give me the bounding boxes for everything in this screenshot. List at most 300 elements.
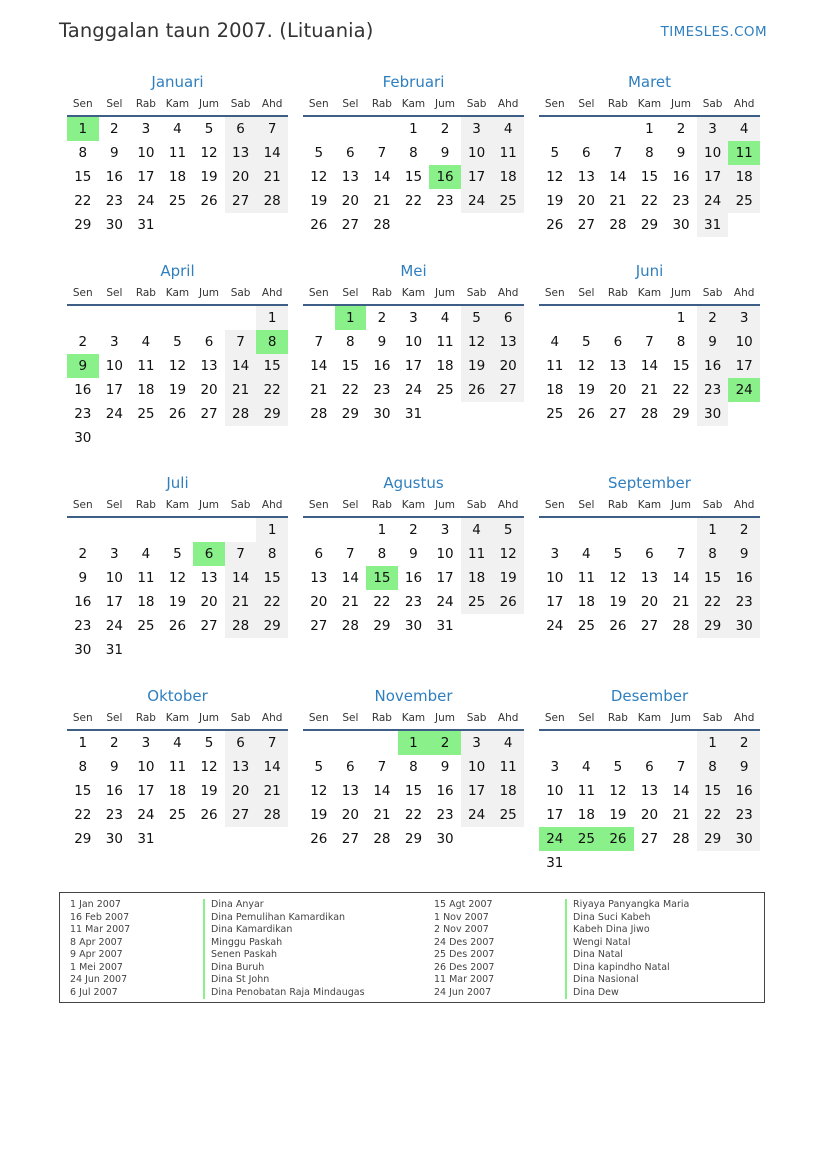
week-row — [303, 306, 524, 330]
empty-cell — [539, 117, 571, 141]
empty-cell — [162, 518, 194, 542]
weekday-label: Sen — [308, 287, 329, 299]
day-cell: 16 — [697, 354, 729, 378]
week-row — [539, 755, 760, 779]
day-cell: 20 — [341, 807, 359, 823]
weekday-label: Kam — [165, 287, 190, 299]
day-cell: 11 — [168, 145, 187, 161]
day-cell: 12 — [609, 570, 627, 586]
weekday-label: Sen — [308, 712, 329, 724]
month-maret — [539, 71, 760, 237]
day-cell: 7 — [676, 759, 686, 775]
day-cell: 27 — [225, 189, 257, 213]
day-cell: 10 — [436, 546, 454, 562]
day-cell: 16 — [728, 779, 760, 803]
empty-cell — [99, 518, 131, 542]
month-agustus — [303, 472, 524, 638]
day-cell: 28 — [373, 831, 391, 847]
day-cell: 1 — [377, 522, 387, 538]
day-cell: 22 — [697, 803, 729, 827]
month-name: Desember — [610, 687, 689, 705]
day-cell: 4 — [582, 546, 591, 562]
week-row — [303, 378, 524, 402]
weekday-label: Ahd — [733, 712, 755, 724]
week-row — [303, 213, 524, 237]
month-name: November — [374, 687, 453, 705]
day-cell: 20 — [200, 594, 218, 610]
empty-cell — [67, 306, 99, 330]
day-cell: 13 — [225, 141, 257, 165]
week-row — [303, 141, 524, 165]
day-cell: 21 — [672, 594, 690, 610]
legend-holiday-name: Dina Nasional — [565, 974, 689, 987]
month-name: Maret — [627, 73, 672, 91]
legend-holiday-name: Riyaya Panyangka Maria — [565, 899, 689, 912]
empty-cell — [539, 518, 571, 542]
week-row — [539, 731, 760, 755]
empty-cell — [193, 426, 225, 450]
day-cell: 10 — [546, 783, 564, 799]
day-cell: 8 — [346, 334, 355, 350]
weekday-label: Jum — [435, 98, 456, 110]
day-cell: 14 — [225, 354, 257, 378]
day-cell: 29 — [640, 217, 659, 233]
day-cell: 4 — [492, 117, 524, 141]
day-cell: 18 — [728, 165, 760, 189]
day-cell: 3 — [697, 117, 729, 141]
day-cell: 5 — [582, 334, 591, 350]
week-row — [539, 803, 760, 827]
day-cell: 14 — [256, 141, 288, 165]
weekday-label: Sel — [106, 287, 123, 299]
day-cell: 12 — [310, 169, 328, 185]
day-cell: 12 — [168, 570, 187, 586]
day-cell: 5 — [492, 518, 524, 542]
week-row — [303, 803, 524, 827]
empty-cell — [602, 117, 634, 141]
day-cell: 3 — [550, 759, 560, 775]
empty-cell — [665, 518, 697, 542]
day-cell: 9 — [110, 759, 119, 775]
legend-dates-right — [434, 899, 494, 999]
day-cell: 19 — [609, 594, 627, 610]
weekday-label: Jum — [435, 287, 456, 299]
weekday-label: Kam — [637, 499, 662, 511]
empty-cell — [602, 731, 634, 755]
weekday-label: Jum — [435, 499, 456, 511]
empty-cell — [99, 306, 131, 330]
week-row — [67, 755, 288, 779]
day-cell: 6 — [582, 145, 591, 161]
day-cell: 31 — [105, 642, 123, 658]
day-cell: 10 — [461, 755, 493, 779]
month-juli — [67, 472, 288, 662]
day-cell: 15 — [404, 169, 423, 185]
day-cell: 25 — [137, 618, 155, 634]
legend-holiday-name: Dina Penobatan Raja Mindaugas — [203, 987, 365, 1000]
day-cell: 30 — [728, 827, 760, 851]
empty-cell — [602, 851, 634, 875]
weekday-header — [539, 93, 760, 117]
day-cell: 9 — [110, 145, 119, 161]
week-row — [67, 402, 288, 426]
day-cell: 4 — [440, 310, 450, 326]
legend-date: 1 Mei 2007 — [70, 961, 123, 973]
day-cell: 14 — [640, 358, 659, 374]
empty-cell — [539, 731, 571, 755]
empty-cell — [193, 306, 225, 330]
day-cell: 29 — [256, 614, 288, 638]
day-cell: 16 — [672, 169, 690, 185]
weekday-label: Sab — [702, 499, 723, 511]
holiday-day-cell: 2 — [429, 731, 461, 755]
day-cell: 6 — [645, 759, 654, 775]
week-row — [67, 354, 288, 378]
week-row — [303, 330, 524, 354]
weekday-header — [303, 282, 524, 306]
day-cell: 6 — [645, 546, 654, 562]
week-row — [303, 117, 524, 141]
weekday-label: Kam — [637, 287, 662, 299]
empty-cell — [335, 518, 367, 542]
legend-date: 24 Des 2007 — [434, 936, 495, 948]
holiday-day-cell: 9 — [67, 354, 99, 378]
empty-cell — [225, 827, 257, 851]
weekday-header — [303, 707, 524, 731]
day-cell: 23 — [105, 807, 123, 823]
empty-cell — [492, 614, 524, 638]
day-cell: 12 — [609, 783, 627, 799]
legend-holiday-name: Kabeh Dina Jiwo — [565, 924, 689, 937]
day-cell: 16 — [436, 783, 454, 799]
day-cell: 27 — [200, 618, 218, 634]
day-cell: 5 — [314, 145, 324, 161]
day-cell: 17 — [105, 382, 123, 398]
empty-cell — [602, 306, 634, 330]
day-cell: 7 — [346, 546, 355, 562]
day-cell: 29 — [74, 831, 92, 847]
day-cell: 6 — [314, 546, 324, 562]
day-cell: 5 — [314, 759, 324, 775]
week-row — [67, 731, 288, 755]
day-cell: 28 — [341, 618, 359, 634]
day-cell: 16 — [74, 594, 92, 610]
day-cell: 18 — [168, 169, 187, 185]
empty-cell — [193, 213, 225, 237]
day-cell: 3 — [409, 310, 418, 326]
legend-dates-left — [70, 899, 130, 999]
day-cell: 6 — [225, 117, 257, 141]
weekday-label: Sen — [308, 98, 329, 110]
weekday-header — [303, 494, 524, 518]
day-cell: 16 — [404, 570, 423, 586]
day-cell: 15 — [256, 566, 288, 590]
weekday-label: Sen — [72, 499, 93, 511]
day-cell: 16 — [74, 382, 92, 398]
month-name: Mei — [400, 262, 427, 280]
day-cell: 13 — [577, 169, 595, 185]
empty-cell — [461, 402, 493, 426]
day-cell: 7 — [225, 542, 257, 566]
day-cell: 29 — [404, 831, 423, 847]
day-cell: 7 — [314, 334, 324, 350]
weekday-label: Ahd — [733, 287, 755, 299]
day-cell: 18 — [577, 594, 595, 610]
day-cell: 24 — [105, 406, 123, 422]
empty-cell — [461, 827, 493, 851]
day-cell: 12 — [200, 759, 218, 775]
day-cell: 20 — [640, 807, 659, 823]
weekday-label: Rab — [371, 712, 392, 724]
weekday-label: Sen — [72, 712, 93, 724]
weekday-label: Jum — [671, 287, 692, 299]
empty-cell — [193, 638, 225, 662]
day-cell: 5 — [173, 334, 182, 350]
empty-cell — [162, 638, 194, 662]
week-row — [303, 518, 524, 542]
empty-cell — [571, 306, 603, 330]
day-cell: 25 — [137, 406, 155, 422]
day-cell: 31 — [546, 855, 564, 871]
day-cell: 29 — [256, 402, 288, 426]
day-cell: 26 — [310, 831, 328, 847]
weekday-label: Ahd — [497, 287, 519, 299]
week-row — [539, 354, 760, 378]
day-cell: 30 — [404, 618, 423, 634]
holiday-day-cell: 16 — [429, 165, 461, 189]
empty-cell — [728, 851, 760, 875]
week-row — [539, 141, 760, 165]
day-cell: 11 — [168, 759, 187, 775]
day-cell: 1 — [645, 121, 654, 137]
legend-date: 11 Mar 2007 — [434, 974, 495, 985]
day-cell: 26 — [310, 217, 328, 233]
empty-cell — [492, 213, 524, 237]
day-cell: 9 — [728, 542, 760, 566]
day-cell: 1 — [256, 518, 288, 542]
day-cell: 4 — [141, 334, 151, 350]
week-row — [539, 378, 760, 402]
week-row — [67, 779, 288, 803]
weekday-label: Sel — [106, 499, 123, 511]
day-cell: 16 — [105, 169, 123, 185]
day-cell: 24 — [137, 193, 155, 209]
legend-holiday-name: Dina St John — [203, 974, 365, 987]
day-cell: 23 — [105, 193, 123, 209]
legend-holiday-name: Dina Natal — [565, 949, 689, 962]
day-cell: 22 — [341, 382, 359, 398]
day-cell: 12 — [492, 542, 524, 566]
weekday-label: Jum — [671, 499, 692, 511]
day-cell: 5 — [461, 306, 493, 330]
empty-cell — [429, 402, 461, 426]
day-cell: 13 — [310, 570, 328, 586]
week-row — [67, 542, 288, 566]
day-cell: 18 — [137, 594, 155, 610]
weekday-label: Kam — [165, 98, 190, 110]
empty-cell — [162, 827, 194, 851]
day-cell: 19 — [310, 193, 328, 209]
day-cell: 21 — [373, 193, 391, 209]
weekday-label: Sen — [308, 499, 329, 511]
day-cell: 10 — [105, 570, 123, 586]
day-cell: 2 — [110, 121, 119, 137]
day-cell: 19 — [168, 594, 187, 610]
day-cell: 29 — [373, 618, 391, 634]
week-row — [303, 354, 524, 378]
weekday-label: Kam — [165, 499, 190, 511]
empty-cell — [256, 213, 288, 237]
day-cell: 19 — [492, 566, 524, 590]
day-cell: 12 — [577, 358, 595, 374]
day-cell: 26 — [200, 193, 218, 209]
holiday-day-cell: 26 — [602, 827, 634, 851]
week-row — [67, 117, 288, 141]
day-cell: 26 — [200, 807, 218, 823]
day-cell: 22 — [74, 807, 92, 823]
weekday-label: Jum — [199, 499, 220, 511]
weekday-label: Rab — [135, 98, 156, 110]
empty-cell — [539, 306, 571, 330]
day-cell: 2 — [697, 306, 729, 330]
day-cell: 6 — [346, 145, 355, 161]
day-cell: 11 — [137, 358, 155, 374]
day-cell: 2 — [377, 310, 387, 326]
holiday-day-cell: 1 — [398, 731, 430, 755]
empty-cell — [461, 614, 493, 638]
day-cell: 8 — [256, 542, 288, 566]
weekday-label: Sen — [544, 712, 565, 724]
empty-cell — [130, 638, 162, 662]
day-cell: 20 — [577, 193, 595, 209]
week-row — [303, 402, 524, 426]
day-cell: 7 — [676, 546, 686, 562]
day-cell: 1 — [676, 310, 686, 326]
day-cell: 11 — [492, 755, 524, 779]
day-cell: 26 — [168, 406, 187, 422]
weekday-label: Sel — [106, 98, 123, 110]
empty-cell — [728, 213, 760, 237]
weekday-label: Kam — [401, 712, 426, 724]
week-row — [67, 426, 288, 450]
holiday-day-cell: 24 — [539, 827, 571, 851]
day-cell: 27 — [310, 618, 328, 634]
empty-cell — [67, 518, 99, 542]
day-cell: 6 — [346, 759, 355, 775]
empty-cell — [634, 306, 666, 330]
day-cell: 2 — [728, 731, 760, 755]
legend-date: 8 Apr 2007 — [70, 936, 123, 948]
weekday-label: Sab — [702, 712, 723, 724]
day-cell: 11 — [436, 334, 454, 350]
weekday-label: Kam — [401, 499, 426, 511]
weekday-label: Kam — [165, 712, 190, 724]
day-cell: 5 — [204, 735, 214, 751]
day-cell: 15 — [697, 779, 729, 803]
day-cell: 23 — [373, 382, 391, 398]
day-cell: 17 — [137, 169, 155, 185]
day-cell: 17 — [546, 594, 564, 610]
day-cell: 27 — [577, 217, 595, 233]
month-name: Juni — [635, 262, 664, 280]
day-cell: 4 — [492, 731, 524, 755]
day-cell: 3 — [141, 121, 151, 137]
weekday-label: Rab — [607, 712, 628, 724]
day-cell: 6 — [225, 731, 257, 755]
day-cell: 13 — [492, 330, 524, 354]
day-cell: 22 — [373, 594, 391, 610]
day-cell: 25 — [168, 807, 187, 823]
month-mei — [303, 260, 524, 426]
week-row — [67, 189, 288, 213]
day-cell: 22 — [404, 193, 423, 209]
weekday-label: Ahd — [497, 499, 519, 511]
week-row — [539, 117, 760, 141]
day-cell: 14 — [341, 570, 359, 586]
brand-logo-text[interactable]: TIMESLES.COM — [660, 24, 767, 40]
day-cell: 12 — [168, 358, 187, 374]
day-cell: 25 — [168, 193, 187, 209]
day-cell: 14 — [672, 570, 690, 586]
week-row — [67, 566, 288, 590]
day-cell: 15 — [74, 169, 92, 185]
day-cell: 14 — [672, 783, 690, 799]
weekday-label: Sen — [544, 98, 565, 110]
day-cell: 20 — [310, 594, 328, 610]
day-cell: 21 — [341, 594, 359, 610]
legend-date: 15 Agt 2007 — [434, 899, 493, 910]
legend-date: 1 Nov 2007 — [434, 911, 489, 923]
day-cell: 22 — [404, 807, 423, 823]
day-cell: 13 — [640, 783, 659, 799]
day-cell: 11 — [461, 542, 493, 566]
day-cell: 20 — [492, 354, 524, 378]
month-desember — [539, 685, 760, 875]
day-cell: 23 — [436, 193, 454, 209]
holiday-day-cell: 11 — [728, 141, 760, 165]
day-cell: 7 — [613, 145, 623, 161]
day-cell: 3 — [550, 546, 560, 562]
empty-cell — [571, 518, 603, 542]
weekday-label: Sen — [72, 98, 93, 110]
legend-date: 9 Apr 2007 — [70, 949, 123, 960]
day-cell: 18 — [492, 779, 524, 803]
day-cell: 13 — [200, 570, 218, 586]
month-name: Agustus — [383, 474, 444, 492]
weekday-header — [539, 707, 760, 731]
weekday-label: Sel — [578, 98, 595, 110]
day-cell: 5 — [613, 546, 623, 562]
legend-date: 25 Des 2007 — [434, 949, 495, 960]
day-cell: 31 — [137, 217, 155, 233]
day-cell: 25 — [492, 803, 524, 827]
day-cell: 22 — [672, 382, 690, 398]
day-cell: 30 — [728, 614, 760, 638]
day-cell: 14 — [256, 755, 288, 779]
day-cell: 26 — [461, 378, 493, 402]
weekday-label: Sel — [578, 499, 595, 511]
week-row — [67, 213, 288, 237]
day-cell: 17 — [436, 570, 454, 586]
day-cell: 8 — [645, 145, 654, 161]
day-cell: 2 — [110, 735, 119, 751]
day-cell: 15 — [640, 169, 659, 185]
weekday-label: Sab — [230, 499, 251, 511]
day-cell: 6 — [204, 334, 214, 350]
day-cell: 20 — [609, 382, 627, 398]
weekday-label: Jum — [671, 98, 692, 110]
weekday-label: Ahd — [733, 98, 755, 110]
